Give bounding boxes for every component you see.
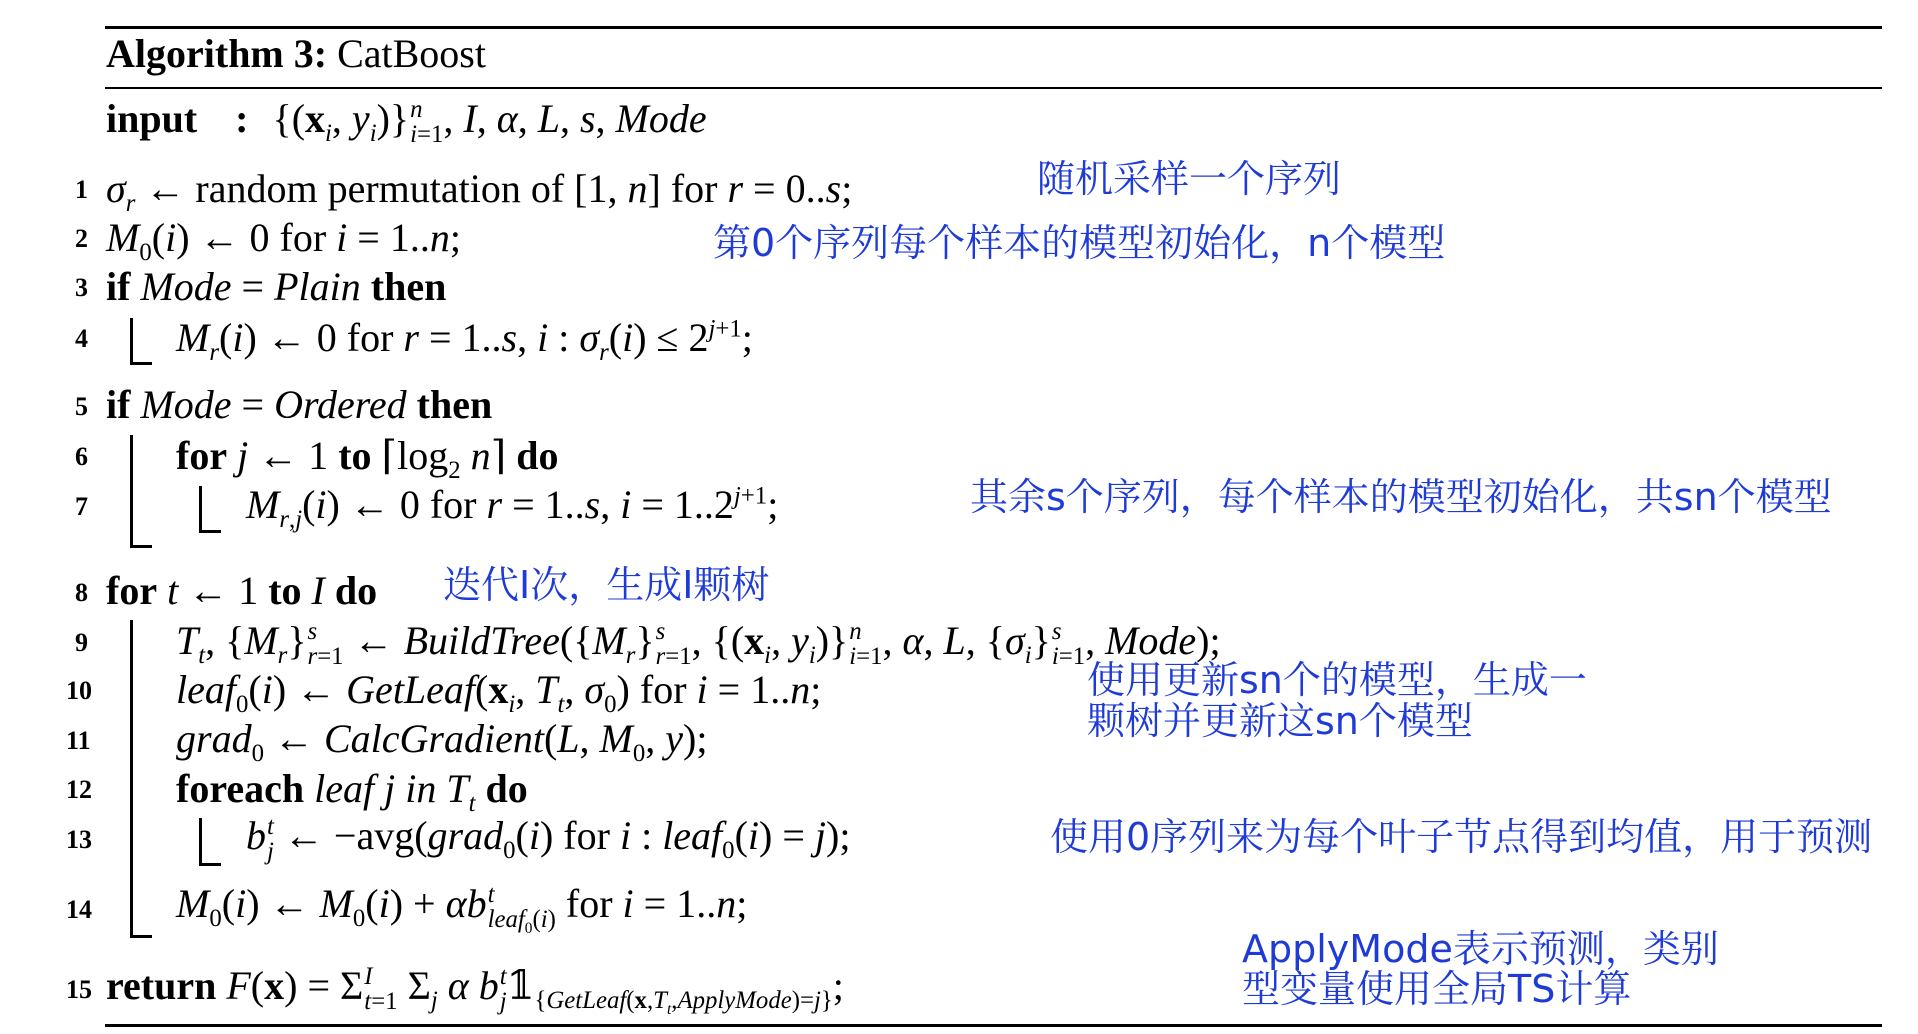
line-number-12: 12 — [66, 775, 92, 804]
code-line-14: $M_0(i)$ ← $M_0(i) + \alpha b$ t leaf$_0$(i) for i = 1..n; — [176, 881, 748, 937]
line-number-1: 1 — [75, 175, 88, 204]
code-line-2: $M_0(i)$ ← 0 for i = 1..n; — [106, 215, 461, 266]
note-line-1: 随机采样一个序列 — [1037, 157, 1342, 201]
note-line-15b: 型变量使用全局TS计算 — [1242, 967, 1632, 1011]
input-formula: {($x_i$, $y_i$)} n i=1 , I, α, L, s, Mode — [272, 96, 707, 148]
block-foot-6 — [199, 530, 221, 533]
block-bar-12 — [199, 818, 202, 866]
code-line-7: $M_{r,j}(i)$ ← 0 for r = 1..s, $i = 1..2^{j+1}$; — [246, 482, 779, 533]
line-number-4: 4 — [75, 324, 88, 353]
input-colon: : — [235, 96, 249, 141]
line-number-9: 9 — [75, 628, 88, 657]
header-rule — [105, 87, 1882, 89]
code-line-12: foreach leaf j in $T_t$ do — [176, 766, 528, 817]
code-line-4: $M_r(i)$ ← 0 for r = 1..s, i : $\sigma_r(i) \le 2^{j+1}$; — [176, 315, 753, 366]
note-line-8: 迭代I次，生成I颗树 — [443, 563, 770, 607]
block-foot-5 — [130, 545, 152, 548]
note-line-7: 其余s个序列，每个样本的模型初始化，共sn个模型 — [970, 475, 1832, 519]
code-line-15: return F(x) = Σ I t=1 $\Sigma_j$ α b t j $𝟙_{\{GetLeaf(x,T_t,ApplyMode)=j\}}$; — [106, 963, 844, 1018]
block-foot-3 — [130, 362, 152, 365]
code-line-6: for j ← 1 to $⌈\log_2$ n⌉ do — [176, 433, 559, 484]
code-line-11: grad$_0$ ← CalcGradient(L, $M_0$, y); — [176, 716, 708, 767]
line-number-3: 3 — [75, 273, 88, 302]
line-number-14: 14 — [66, 895, 92, 924]
line-number-8: 8 — [75, 578, 88, 607]
line-number-11: 11 — [66, 726, 91, 755]
line-number-13: 13 — [66, 825, 92, 854]
algorithm-label: Algorithm 3: — [106, 31, 328, 76]
input-line — [106, 95, 707, 148]
algorithm-title — [106, 30, 486, 77]
block-bar-3 — [130, 318, 133, 365]
block-bar-6 — [199, 486, 202, 533]
block-foot-8 — [130, 935, 152, 938]
line-number-10: 10 — [66, 676, 92, 705]
note-line-10a: 使用更新sn个的模型，生成一 — [1087, 658, 1587, 702]
block-bar-5 — [130, 435, 133, 548]
algorithm-name: CatBoost — [337, 31, 486, 76]
bottom-rule — [105, 1024, 1882, 1027]
note-line-15a: ApplyMode表示预测，类别 — [1242, 927, 1719, 971]
code-line-10: leaf$_0$(i) ← $GetLeaf(x_i$, $T_t$, $\sigma_0$) for i = 1..n; — [176, 667, 822, 718]
input-label: input — [106, 96, 198, 141]
code-line-8: for t ← 1 to I do — [106, 568, 378, 613]
code-line-1: $\sigma_r$ ← random permutation of [1, n] for r = 0..s; — [106, 166, 853, 217]
note-line-13: 使用0序列来为每个叶子节点得到均值，用于预测 — [1050, 815, 1873, 859]
note-line-10b: 颗树并更新这sn个模型 — [1087, 699, 1473, 743]
note-line-2: 第0个序列每个样本的模型初始化，n个模型 — [713, 221, 1446, 265]
line-number-7: 7 — [75, 492, 88, 521]
block-foot-12 — [199, 863, 221, 866]
top-rule — [105, 26, 1882, 29]
line-number-6: 6 — [75, 442, 88, 471]
line-number-2: 2 — [75, 224, 88, 253]
line-number-5: 5 — [75, 392, 88, 421]
code-line-13: b t j ← −avg(grad$_0$(i) for i : leaf$_0$(i) = j); — [246, 813, 851, 865]
code-line-9: $T_t$, $\{M_r\}$ s r=1 ← $BuildTree(\{M_r\}$ s r=1 , {($x_i$, $y_i$)} n i=1 , α, L, $\{\sigma_i\}$ s i=1 , Mode); — [176, 618, 1221, 670]
code-line-3: if Mode = Plain then — [106, 264, 447, 309]
line-number-15: 15 — [66, 975, 92, 1004]
code-line-5: if Mode = Ordered then — [106, 382, 493, 427]
block-bar-8 — [130, 620, 133, 938]
